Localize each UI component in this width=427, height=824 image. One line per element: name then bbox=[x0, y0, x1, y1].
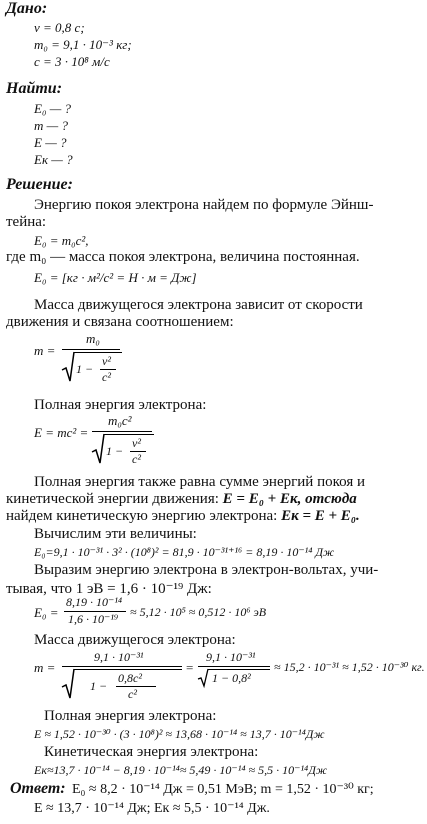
find-line-4: Eк — ? bbox=[34, 152, 73, 167]
f8-sqrt-sign-1 bbox=[62, 669, 74, 699]
f8-numerator-1: 9,1 · 10⁻³¹ bbox=[94, 650, 144, 664]
f3-left: m = bbox=[34, 343, 56, 358]
f8-equals: = bbox=[186, 660, 194, 675]
f4-sqrt-sign bbox=[92, 434, 104, 464]
given-line-1: v = 0,8 c; bbox=[34, 20, 85, 35]
f4-den-den: c² bbox=[132, 452, 141, 466]
text-p8: Масса движущегося электрона: bbox=[34, 632, 236, 648]
f8-den1-num: 0,8c² bbox=[118, 671, 142, 685]
f7-left: E₀ = bbox=[34, 605, 59, 620]
text-p7-line1: Выразим энергию электрона в электрон-вольтах, учи- bbox=[34, 562, 379, 578]
answer-line-2: E ≈ 13,7 · 10⁻¹⁴ Дж; Eк ≈ 5,5 · 10⁻¹⁴ Дж. bbox=[34, 801, 270, 816]
f4-sqrt-bar bbox=[104, 434, 154, 435]
solution-heading: Решение: bbox=[6, 176, 73, 193]
f8-sqrt-bar-1 bbox=[74, 669, 182, 670]
text-p6: Вычислим эти величины: bbox=[34, 526, 197, 542]
given-heading: Дано: bbox=[6, 0, 48, 17]
f8-den1-a: 1 − bbox=[90, 679, 108, 693]
f3-sqrt-bar bbox=[74, 352, 122, 353]
f7-right: ≈ 5,12 · 10⁵ ≈ 0,512 · 10⁶ эВ bbox=[130, 605, 267, 619]
find-heading: Найти: bbox=[6, 80, 63, 97]
f3-den-den: c² bbox=[102, 370, 111, 384]
f4-left: E = mc² = bbox=[34, 425, 89, 440]
text-p10: Кинетическая энергия электрона: bbox=[44, 744, 259, 760]
f8-numerator-2: 9,1 · 10⁻³¹ bbox=[206, 650, 256, 664]
f4-den-num: v² bbox=[132, 436, 141, 450]
f7-numerator: 8,19 · 10⁻¹⁴ bbox=[66, 595, 123, 609]
formula-kinetic-energy-calc: Eк≈13,7 · 10⁻¹⁴ − 8,19 · 10⁻¹⁴≈ 5,49 · 10⁻¹⁴ ≈ 5,5 · 10⁻¹⁴Дж bbox=[34, 763, 328, 777]
text-p5-line2: кинетической энергии движения: E = E₀ + Eк, отсюда bbox=[6, 491, 357, 507]
text-p7-line2: тывая, что 1 эВ = 1,6 · 10⁻¹⁹ Дж: bbox=[6, 581, 212, 597]
f3-den-num: v² bbox=[102, 354, 111, 368]
answer-line-1: E₀ ≈ 8,2 · 10⁻¹⁴ Дж = 0,51 МэВ; m = 1,52 · 10⁻³⁰ кг; bbox=[72, 782, 374, 797]
f8-fraction-bar-2 bbox=[198, 666, 270, 667]
f3-fraction-bar bbox=[62, 349, 120, 350]
f3-den-a: 1 − bbox=[76, 362, 94, 376]
text-p5-line3: найдем кинетическую энергию электрона: Eк = E + E₀. bbox=[6, 508, 360, 524]
answer-heading: Ответ: bbox=[10, 780, 66, 797]
f8-den1-den: c² bbox=[128, 687, 137, 701]
text-p2: где m₀ — масса покоя электрона, величина постоянная. bbox=[6, 249, 360, 265]
text-p1-line2: тейна: bbox=[6, 214, 47, 230]
f3-sqrt-sign bbox=[62, 352, 74, 382]
f4-fraction-bar bbox=[92, 431, 152, 432]
text-p3-line2: движения и связана соотношением: bbox=[6, 314, 234, 330]
find-line-3: E — ? bbox=[34, 135, 67, 150]
find-line-2: m — ? bbox=[34, 118, 68, 133]
text-p1-line1: Энергию покоя электрона найдем по формуле Эйнш- bbox=[34, 197, 374, 213]
f8-sqrt-bar-2 bbox=[208, 669, 270, 670]
f4-den-a: 1 − bbox=[106, 444, 124, 458]
f3-numerator: m₀ bbox=[86, 331, 100, 346]
f8-right: ≈ 15,2 · 10⁻³¹ ≈ 1,52 · 10⁻³⁰ кг. bbox=[274, 660, 425, 674]
formula-units: E₀ = [кг · м²/с² = Н · м = Дж] bbox=[34, 270, 197, 285]
formula-rest-energy: E₀ = m₀c², bbox=[34, 233, 89, 248]
f4-numerator: m₀c² bbox=[108, 413, 132, 428]
f8-fraction-bar-1 bbox=[62, 666, 182, 667]
text-p4: Полная энергия электрона: bbox=[34, 397, 207, 413]
f8-sqrt-sign-2 bbox=[198, 669, 208, 687]
formula-total-energy-calc: E ≈ 1,52 · 10⁻³⁰ · (3 · 10⁸)² ≈ 13,68 · 10⁻¹⁴ ≈ 13,7 · 10⁻¹⁴Дж bbox=[34, 727, 325, 741]
given-line-2: m₀ = 9,1 · 10⁻³ кг; bbox=[34, 37, 132, 52]
f8-left: m = bbox=[34, 660, 56, 675]
find-line-1: E₀ — ? bbox=[34, 101, 72, 116]
f8-denominator-2: 1 − 0,8² bbox=[212, 671, 251, 685]
formula-rest-energy-calc: E₀=9,1 · 10⁻³¹ · 3² · (10⁸)² = 81,9 · 10⁻³¹⁺¹⁶ = 8,19 · 10⁻¹⁴ Дж bbox=[34, 545, 335, 559]
text-p5-line1: Полная энергия также равна сумме энергий покоя и bbox=[34, 474, 366, 490]
f7-denominator: 1,6 · 10⁻¹⁹ bbox=[68, 612, 119, 626]
text-p9: Полная энергия электрона: bbox=[44, 708, 217, 724]
text-p3-line1: Масса движущегося электрона зависит от скорости bbox=[34, 297, 363, 313]
given-line-3: c = 3 · 10⁸ м/с bbox=[34, 54, 110, 69]
